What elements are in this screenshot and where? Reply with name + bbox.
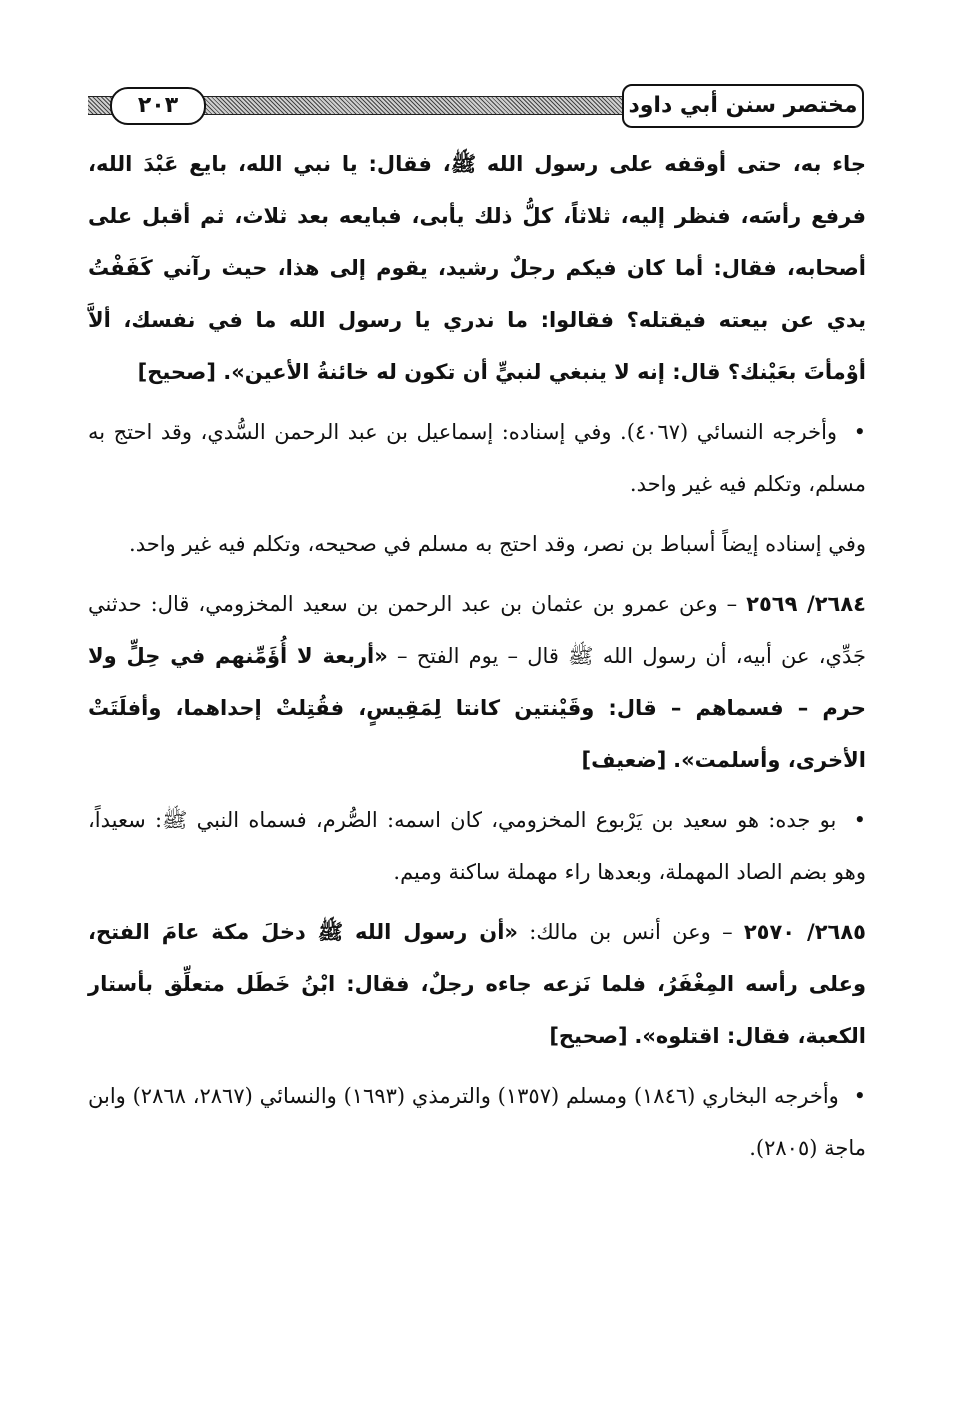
hadith-matn: «أربعة لا أُؤَمِّنهم في حِلٍّ ولا حرم – فسماهم – قال: وقَيْنتين كانتا لِمَقِيسٍ، فقُتِلتْ إحداهما، وأفلَتَتْ الأخرى، وأسلمت». — [88, 644, 866, 772]
hadith-text: جاء به، حتى أوقفه على رسول الله ﷺ، فقال: يا نبي الله، بايع عَبْدَ الله، فرفع رأسَه، فنظر إليه، ثلاثاً، كلُّ ذلك يأبى، فبايعه بعد ثلاث، ثم أقبل على أصحابه، فقال: أما كان فيكم رجلٌ رشيد، يقوم إلى هذا، حيث رآني كَفَفْتُ يدي عن بيعته فيقتله؟ فقالوا: ما ندري يا رسول الله ما في نفسك، ألاَّ أوْمأتَ بعَيْنك؟ قال: إنه لا ينبغي لنبيٍّ أن تكون له خائنةُ الأعين». — [88, 152, 866, 384]
hadith-number: ٢٦٨٤/ ٢٥٦٩ — [746, 592, 867, 616]
footnote-text: بو جده: هو سعيد بن يَرْبوع المخزومي، كان اسمه: الصُّرم، فسماه النبي ﷺ: سعيداً، وهو بضم الصاد المهملة، وبعدها راء مهملة ساكنة وميم. — [88, 808, 866, 884]
hadith-matn: «أن رسول الله ﷺ دخلَ مكة عامَ الفتح، وعلى رأسه المِغْفَرُ، فلما نَزعه جاءه رجلٌ، فقال: ابْنُ خَطَل متعلِّق بأستار الكعبة، فقال: اقتلوه». — [88, 920, 866, 1048]
footnote-text: وفي إسناده إيضاً أسباط بن نصر، وقد احتج به مسلم في صحيحه، وتكلم فيه غير واحد. — [129, 532, 866, 556]
page-number: ٢٠٣ — [110, 87, 206, 125]
footnote — [88, 406, 866, 510]
page-content — [88, 138, 866, 1174]
hadith-number: ٢٦٨٥/ ٢٥٧٠ — [743, 920, 866, 944]
footnote — [88, 794, 866, 898]
verdict-label: [صحيح] — [549, 1024, 628, 1048]
footnote — [88, 1070, 866, 1174]
hadith-continued — [88, 138, 866, 398]
footnote — [88, 518, 866, 570]
page-header — [88, 84, 864, 128]
footnote-text: وأخرجه البخاري (١٨٤٦) ومسلم (١٣٥٧) والترمذي (١٦٩٣) والنسائي (٢٨٦٧، ٢٨٦٨) وابن ماجة (٢٨٠٥). — [88, 1084, 866, 1160]
bullet-icon: • — [853, 420, 866, 444]
hadith-intro: – وعن أنس بن مالك: — [529, 920, 733, 944]
bullet-icon: • — [853, 1084, 866, 1108]
hadith-intro: – وعن عمرو بن عثمان بن عبد الرحمن بن سعيد المخزومي، قال: حدثني جَدِّي، عن أبيه، أن رسول الله ﷺ قال – يوم الفتح – — [88, 592, 866, 668]
hadith-2685 — [88, 906, 866, 1062]
footnote-text: وأخرجه النسائي (٤٠٦٧). وفي إسناده: إسماعيل بن عبد الرحمن السُّدي، وقد احتج به مسلم، وتكلم فيه غير واحد. — [88, 420, 866, 496]
hadith-2684 — [88, 578, 866, 786]
bullet-icon: • — [853, 808, 866, 832]
verdict-label: [ضعيف] — [581, 748, 667, 772]
verdict-label: [صحيح] — [137, 360, 216, 384]
book-title: مختصر سنن أبي داود — [622, 84, 864, 128]
